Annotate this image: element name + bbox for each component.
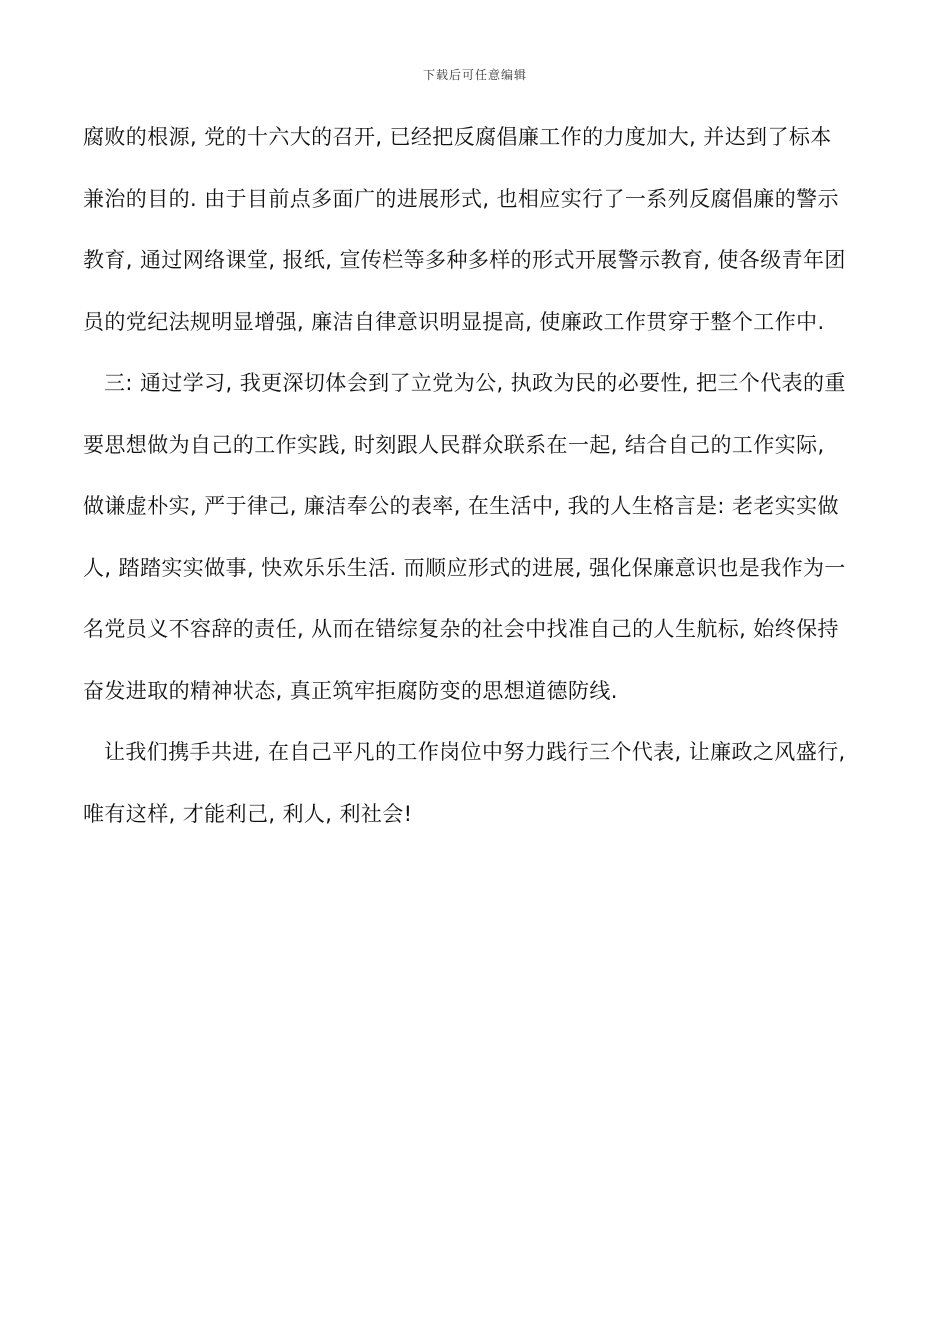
paragraph-line: 三: 通过学习, 我更深切体会到了立党为公, 执政为民的必要性, 把三个代表的重 — [104, 371, 846, 395]
paragraph-line: 腐败的根源, 党的十六大的召开, 已经把反腐倡廉工作的力度加大, 并达到了标本 — [83, 125, 832, 149]
paragraph-line: 做谦虚朴实, 严于律己, 廉洁奉公的表率, 在生活中, 我的人生格言是: 老老实实做 — [83, 494, 839, 518]
paragraph-line: 教育, 通过网络课堂, 报纸, 宣传栏等多种多样的形式开展警示教育, 使各级青年团 — [83, 248, 846, 272]
paragraph-line: 人, 踏踏实实做事, 快欢乐乐生活. 而顺应形式的进展, 强化保廉意识也是我作为一 — [83, 555, 846, 580]
paragraph-line: 让我们携手共进, 在自己平凡的工作岗位中努力践行三个代表, 让廉政之风盛行, — [104, 740, 846, 764]
page-header: 下载后可任意编辑 — [422, 68, 527, 82]
paragraph-line: 奋发进取的精神状态, 真正筑牢拒腐防变的思想道德防线. — [83, 678, 618, 703]
paragraph-line: 要思想做为自己的工作实践, 时刻跟人民群众联系在一起, 结合自己的工作实际, — [83, 432, 825, 457]
paragraph-line: 唯有这样, 才能利己, 利人, 利社会! — [83, 801, 413, 826]
paragraph-line: 兼治的目的. 由于目前点多面广的进展形式, 也相应实行了一系列反腐倡廉的警示 — [83, 186, 839, 211]
paragraph-line: 员的党纪法规明显增强, 廉洁自律意识明显提高, 使廉政工作贯穿于整个工作中. — [83, 309, 825, 334]
document-body — [83, 118, 883, 856]
paragraph-line: 名党员义不容辞的责任, 从而在错综复杂的社会中找准自己的人生航标, 始终保持 — [83, 617, 839, 641]
